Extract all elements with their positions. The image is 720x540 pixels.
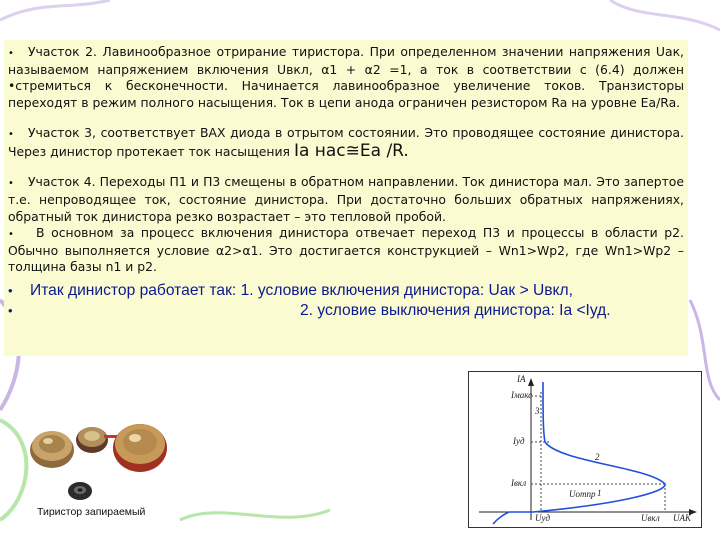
content-text-box [4,40,688,356]
label-uud: Uуд [535,513,551,523]
iv-graph-svg [469,372,701,527]
summary-on-condition: • Итак динистор работает так: 1. условие включения динистора: Uак > Uвкл, [8,282,573,300]
paragraph-switching-process: • В основном за процесс включения динистора отвечает переход П3 и процессы в области р2. Обычно выполняется условие α2>α1. Это достигается конструкцией – Wn1>Wp2, где Wn1>Wp2 – толщина базы n1 и р2. [8,224,684,275]
label-seg3: 3 [535,406,540,416]
label-uvkl: Uвкл [641,513,660,523]
summary-off-condition: • 2. условие выключения динистора: Iа <Iуд. [8,302,611,320]
thyristor-photo [20,408,170,518]
label-ivkl: Iвкл [511,478,527,488]
paragraph-section-4: • Участок 4. Переходы П1 и П3 смещены в обратном направлении. Ток динистора мал. Это запертое т.е. непроводящее ток, состояние динистора. При достаточно больших обратных напряжениях, обратный ток динистора резко возрастает – это тепловой пробой. [8,174,684,224]
y-axis-label: IA [517,374,526,384]
label-uotpr: Uотпр [569,489,596,499]
label-iud: Iуд [513,436,525,446]
label-seg2: 2 [595,452,600,462]
label-imax: Iмакс [511,390,533,400]
paragraph-section-2: • Участок 2. Лавинообразное отрирание тиристора. При определенном значении напряжения Uак, называемом напряжением включения Uвкл, α1 + α2 =1, а ток в соответствии с (6.4) должен •стремиться к бесконечности. Начинается лавинообразное увеличение токов. Транзисторы переходят в режим полного насыщения. Ток в цепи анода ограничен резистором Ra на уровне Ea/Ra. [8,44,684,110]
paragraph-section-3: • Участок 3, соответствует ВАХ диода в отрытом состоянии. Это проводящее состояние динистора. Через динистор протекает ток насыщения Iа нас≅Eа /R. [8,124,684,162]
photo-caption: Тиристор запираемый [37,506,146,518]
y-axis-arrow [528,378,534,386]
label-seg1: 1 [597,488,602,498]
x-axis-label: UAK [673,513,691,523]
iv-characteristic-graph [468,371,702,528]
iv-curve [493,382,665,524]
